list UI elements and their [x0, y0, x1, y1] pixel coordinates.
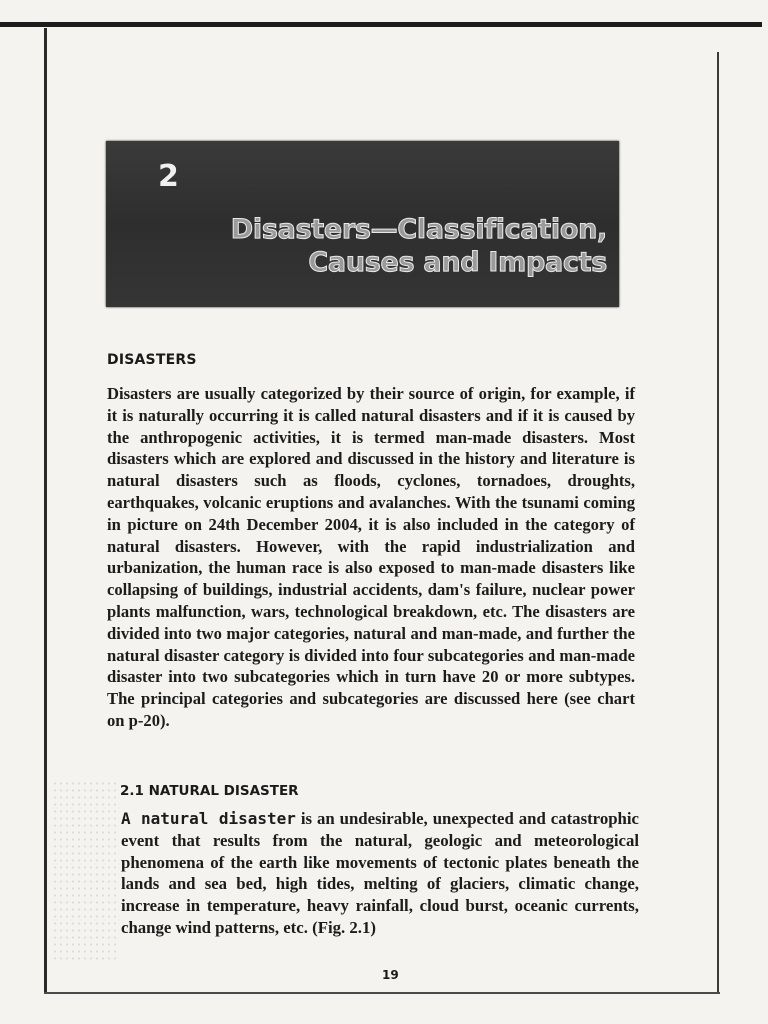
subsection-paragraph-text: is an undesirable, unexpected and catastrophic event that results from the natural, geologic and meteorological phenomena of the earth like movements of tectonic plates beneath the lands and sea bed, high tides, melting of glaciers, climatic change, increase in temperature, heavy rainfall, cloud burst, oceanic currents, change wind patterns, etc. (Fig. 2.1)	[121, 809, 639, 937]
top-border	[0, 22, 762, 27]
chapter-banner	[106, 141, 619, 307]
subsection-heading: 2.1 NATURAL DISASTER	[120, 783, 299, 799]
section-heading: DISASTERS	[107, 352, 197, 368]
subsection-paragraph	[121, 808, 639, 939]
section-paragraph: Disasters are usually categorized by their source of origin, for example, if it is naturally occurring it is called natural disasters and if it is caused by the anthropogenic activities, it is termed man-made disasters. Most disasters which are explored and discussed in the history and literature is natural disasters such as floods, cyclones, tornadoes, droughts, earthquakes, volcanic eruptions and avalanches. With the tsunami coming in picture on 24th December 2004, it is also included in the category of natural disasters. However, with the rapid industrialization and urbanization, the human race is also exposed to man-made disasters like collapsing of buildings, industrial accidents, dam's failure, nuclear power plants malfunction, wars, technological breakdown, etc. The disasters are divided into two major categories, natural and man-made, and further the natural disaster category is divided into four subcategories and man-made disaster into two subcategories which in turn have 20 or more subtypes. The principal categories and subcategories are discussed here (see chart on p-20).	[107, 384, 635, 730]
chapter-number: 2	[158, 159, 179, 194]
scan-speckle	[52, 780, 116, 960]
right-border	[717, 52, 719, 992]
lead-term: A natural disaster	[121, 809, 296, 828]
chapter-title-line1: Disasters—Classification,	[230, 214, 607, 245]
left-border	[44, 28, 47, 993]
chapter-title	[231, 213, 607, 279]
bottom-border	[44, 992, 720, 994]
page-number: 19	[382, 968, 399, 982]
chapter-title-line2: Causes and Impacts	[308, 247, 607, 278]
